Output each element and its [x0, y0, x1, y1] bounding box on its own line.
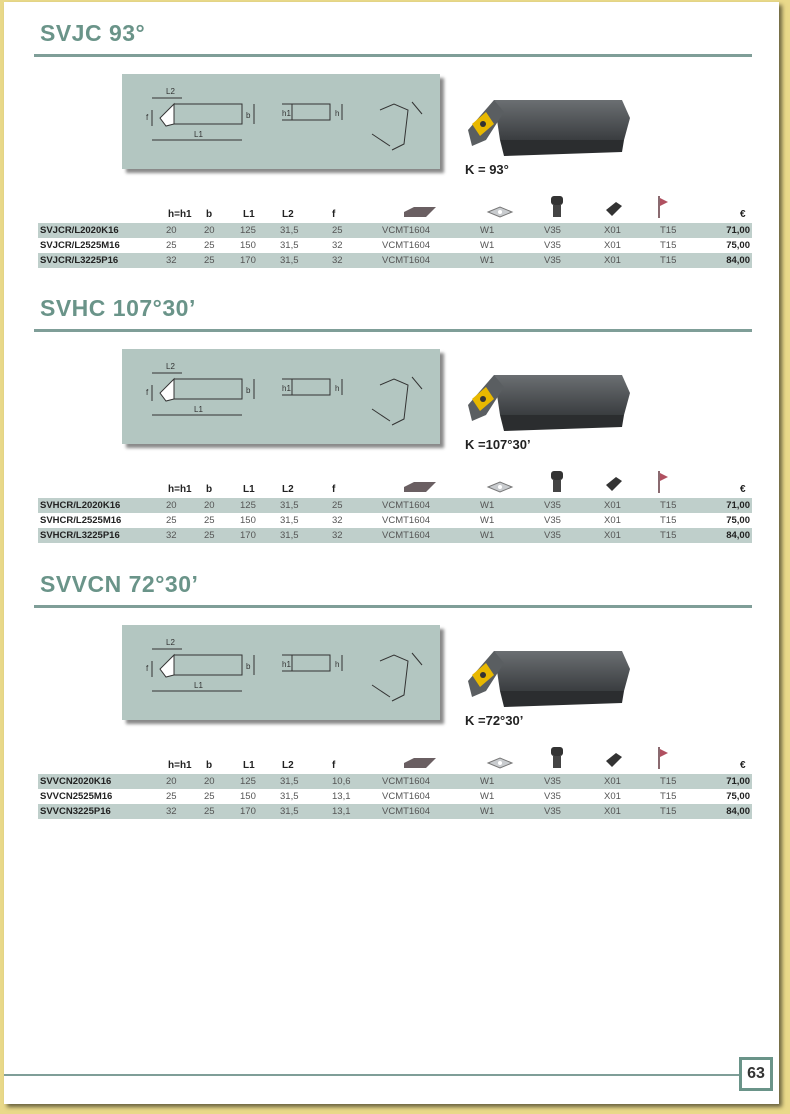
table-row	[38, 513, 752, 528]
cell-key: T15	[660, 223, 714, 238]
product-rows	[38, 498, 752, 543]
dimension-drawing	[122, 625, 440, 720]
insert-icon	[402, 206, 438, 218]
footer-rule	[4, 1074, 740, 1076]
shim-icon	[486, 481, 514, 493]
diagram-label-l2: L2	[166, 87, 175, 96]
cell-screw: V35	[544, 791, 561, 802]
diagram-label-l1: L1	[194, 681, 203, 690]
cell-l2: 31,5	[280, 515, 299, 526]
table-row	[38, 253, 752, 268]
cell-code: SVJCR/L2525M16	[40, 240, 120, 251]
diagram-label-l2: L2	[166, 638, 175, 647]
cell-l1: 150	[240, 791, 256, 802]
cell-insert: VCMT1604	[382, 515, 431, 526]
col-price: €	[740, 484, 746, 495]
cell-l2: 31,5	[280, 253, 332, 268]
cell-shim: W1	[480, 240, 495, 251]
cell-shim: W1	[480, 774, 544, 789]
cell-h: 20	[166, 774, 204, 789]
col-h: h=h1	[168, 209, 192, 220]
cell-shim: W1	[480, 515, 495, 526]
col-b: b	[206, 209, 213, 220]
diagram-label-f: f	[146, 388, 149, 397]
cell-h: 20	[166, 223, 204, 238]
diagram-label-h: h	[335, 384, 340, 393]
cell-code: SVJCR/L2020K16	[38, 223, 166, 238]
cell-key: T15	[660, 498, 714, 513]
col-price: €	[740, 760, 746, 771]
section-title: SVVCN 72°30’	[40, 571, 199, 597]
cell-f: 25	[332, 498, 382, 513]
product-table	[38, 774, 752, 819]
cell-price: 71,00	[714, 498, 752, 513]
cell-key: T15	[660, 515, 677, 526]
col-l2: L2	[282, 760, 294, 771]
cell-clamp: X01	[604, 253, 660, 268]
k-angle-label: K = 93°	[465, 162, 509, 177]
section-rule	[34, 329, 752, 332]
cell-l2: 31,5	[280, 528, 332, 543]
diagram-label-l1: L1	[194, 405, 203, 414]
product-table	[38, 498, 752, 543]
cell-screw: V35	[544, 774, 604, 789]
section-rule	[34, 54, 752, 57]
page-number: 63	[739, 1057, 773, 1091]
table-row	[38, 789, 752, 804]
cell-b: 20	[204, 498, 240, 513]
cell-insert: VCMT1604	[382, 253, 480, 268]
clamp-screw-icon	[604, 475, 624, 493]
cell-shim: W1	[480, 223, 544, 238]
cell-l2: 31,5	[280, 223, 332, 238]
cell-price: 75,00	[726, 791, 750, 802]
cell-insert: VCMT1604	[382, 804, 480, 819]
cell-l1: 125	[240, 223, 280, 238]
col-l1: L1	[243, 209, 255, 220]
cell-l1: 170	[240, 253, 280, 268]
cell-screw: V35	[544, 804, 604, 819]
table-row	[38, 498, 752, 513]
table-row	[38, 223, 752, 238]
cell-l2: 31,5	[280, 791, 299, 802]
cell-f: 25	[332, 223, 382, 238]
cell-price: 84,00	[714, 528, 752, 543]
cell-price: 71,00	[714, 774, 752, 789]
cell-f: 32	[332, 253, 382, 268]
diagram-label-f: f	[146, 664, 149, 673]
cell-b: 25	[204, 791, 215, 802]
cell-screw: V35	[544, 515, 561, 526]
diagram-label-h1: h1	[282, 109, 291, 118]
product-rows	[38, 223, 752, 268]
col-l2: L2	[282, 209, 294, 220]
table-row	[38, 804, 752, 819]
dimension-diagram	[122, 349, 440, 444]
cell-h: 20	[166, 498, 204, 513]
cell-f: 13,1	[332, 804, 382, 819]
catalog-page	[4, 2, 779, 1104]
section-title: SVHC 107°30’	[40, 295, 196, 321]
cell-code: SVVCN2525M16	[40, 791, 113, 802]
cell-l1: 125	[240, 774, 280, 789]
cell-l1: 170	[240, 528, 280, 543]
cell-price: 75,00	[726, 240, 750, 251]
cell-key: T15	[660, 804, 714, 819]
table-header	[34, 192, 752, 222]
cell-h: 32	[166, 804, 204, 819]
cell-clamp: X01	[604, 223, 660, 238]
k-angle-label: K =72°30’	[465, 713, 524, 728]
cell-h: 32	[166, 528, 204, 543]
cell-shim: W1	[480, 804, 544, 819]
cell-insert: VCMT1604	[382, 498, 480, 513]
cell-h: 25	[166, 240, 177, 251]
k-angle-label: K =107°30’	[465, 437, 531, 452]
table-header	[34, 743, 752, 773]
col-l1: L1	[243, 484, 255, 495]
key-icon	[656, 471, 670, 493]
col-f: f	[332, 209, 336, 220]
clamp-screw-icon	[604, 751, 624, 769]
cell-l2: 31,5	[280, 804, 332, 819]
col-b: b	[206, 484, 213, 495]
diagram-label-f: f	[146, 113, 149, 122]
cell-clamp: X01	[604, 240, 621, 251]
cell-key: T15	[660, 774, 714, 789]
product-rows	[38, 774, 752, 819]
shim-screw-icon	[550, 196, 564, 218]
insert-icon	[402, 757, 438, 769]
section-rule	[34, 605, 752, 608]
cell-code: SVHCR/L3225P16	[38, 528, 166, 543]
clamp-screw-icon	[604, 200, 624, 218]
cell-shim: W1	[480, 791, 495, 802]
cell-clamp: X01	[604, 791, 621, 802]
col-h: h=h1	[168, 760, 192, 771]
cell-shim: W1	[480, 528, 544, 543]
cell-screw: V35	[544, 498, 604, 513]
shim-screw-icon	[550, 471, 564, 493]
cell-b: 25	[204, 240, 215, 251]
diagram-label-b: b	[246, 662, 251, 671]
cell-insert: VCMT1604	[382, 223, 480, 238]
cell-l2: 31,5	[280, 240, 299, 251]
cell-l2: 31,5	[280, 774, 332, 789]
cell-f: 32	[332, 240, 343, 251]
diagram-label-b: b	[246, 386, 251, 395]
cell-shim: W1	[480, 253, 544, 268]
tool-holder-image	[464, 651, 634, 721]
cell-f: 32	[332, 528, 382, 543]
dimension-diagram	[122, 625, 440, 720]
cell-b: 25	[204, 804, 240, 819]
cell-clamp: X01	[604, 774, 660, 789]
cell-code: SVVCN2020K16	[38, 774, 166, 789]
cell-price: 84,00	[714, 804, 752, 819]
product-table	[38, 223, 752, 268]
cell-b: 25	[204, 253, 240, 268]
col-f: f	[332, 484, 336, 495]
cell-key: T15	[660, 253, 714, 268]
key-icon	[656, 747, 670, 769]
cell-key: T15	[660, 791, 677, 802]
cell-key: T15	[660, 528, 714, 543]
cell-h: 32	[166, 253, 204, 268]
cell-clamp: X01	[604, 515, 621, 526]
table-row	[38, 774, 752, 789]
dimension-drawing	[122, 349, 440, 444]
cell-screw: V35	[544, 253, 604, 268]
shim-icon	[486, 757, 514, 769]
cell-price: 84,00	[714, 253, 752, 268]
cell-code: SVHCR/L2020K16	[38, 498, 166, 513]
cell-clamp: X01	[604, 498, 660, 513]
cell-b: 25	[204, 528, 240, 543]
cell-code: SVJCR/L3225P16	[38, 253, 166, 268]
cell-key: T15	[660, 240, 677, 251]
dimension-drawing	[122, 74, 440, 169]
key-icon	[656, 196, 670, 218]
cell-f: 13,1	[332, 791, 351, 802]
diagram-label-l2: L2	[166, 362, 175, 371]
cell-screw: V35	[544, 240, 561, 251]
diagram-label-h1: h1	[282, 660, 291, 669]
cell-shim: W1	[480, 498, 544, 513]
dimension-diagram	[122, 74, 440, 169]
cell-insert: VCMT1604	[382, 528, 480, 543]
table-header	[34, 467, 752, 497]
cell-l1: 125	[240, 498, 280, 513]
cell-l1: 170	[240, 804, 280, 819]
cell-f: 10,6	[332, 774, 382, 789]
diagram-label-b: b	[246, 111, 251, 120]
cell-code: SVHCR/L2525M16	[40, 515, 122, 526]
shim-icon	[486, 206, 514, 218]
tool-holder-image	[464, 375, 634, 445]
diagram-label-l1: L1	[194, 130, 203, 139]
cell-price: 71,00	[714, 223, 752, 238]
table-row	[38, 528, 752, 543]
col-price: €	[740, 209, 746, 220]
cell-b: 25	[204, 515, 215, 526]
table-row	[38, 238, 752, 253]
cell-price: 75,00	[726, 515, 750, 526]
col-f: f	[332, 760, 336, 771]
diagram-label-h1: h1	[282, 384, 291, 393]
cell-h: 25	[166, 515, 177, 526]
cell-clamp: X01	[604, 804, 660, 819]
col-l1: L1	[243, 760, 255, 771]
cell-h: 25	[166, 791, 177, 802]
diagram-label-h: h	[335, 660, 340, 669]
col-l2: L2	[282, 484, 294, 495]
cell-b: 20	[204, 774, 240, 789]
diagram-label-h: h	[335, 109, 340, 118]
cell-f: 32	[332, 515, 343, 526]
cell-b: 20	[204, 223, 240, 238]
cell-l2: 31,5	[280, 498, 332, 513]
cell-insert: VCMT1604	[382, 774, 480, 789]
cell-clamp: X01	[604, 528, 660, 543]
tool-holder-image	[464, 100, 634, 170]
section-title: SVJC 93°	[40, 20, 146, 46]
cell-screw: V35	[544, 528, 604, 543]
cell-l1: 150	[240, 515, 256, 526]
cell-l1: 150	[240, 240, 256, 251]
insert-icon	[402, 481, 438, 493]
shim-screw-icon	[550, 747, 564, 769]
cell-code: SVVCN3225P16	[38, 804, 166, 819]
col-b: b	[206, 760, 213, 771]
cell-insert: VCMT1604	[382, 791, 431, 802]
cell-screw: V35	[544, 223, 604, 238]
col-h: h=h1	[168, 484, 192, 495]
cell-insert: VCMT1604	[382, 240, 431, 251]
